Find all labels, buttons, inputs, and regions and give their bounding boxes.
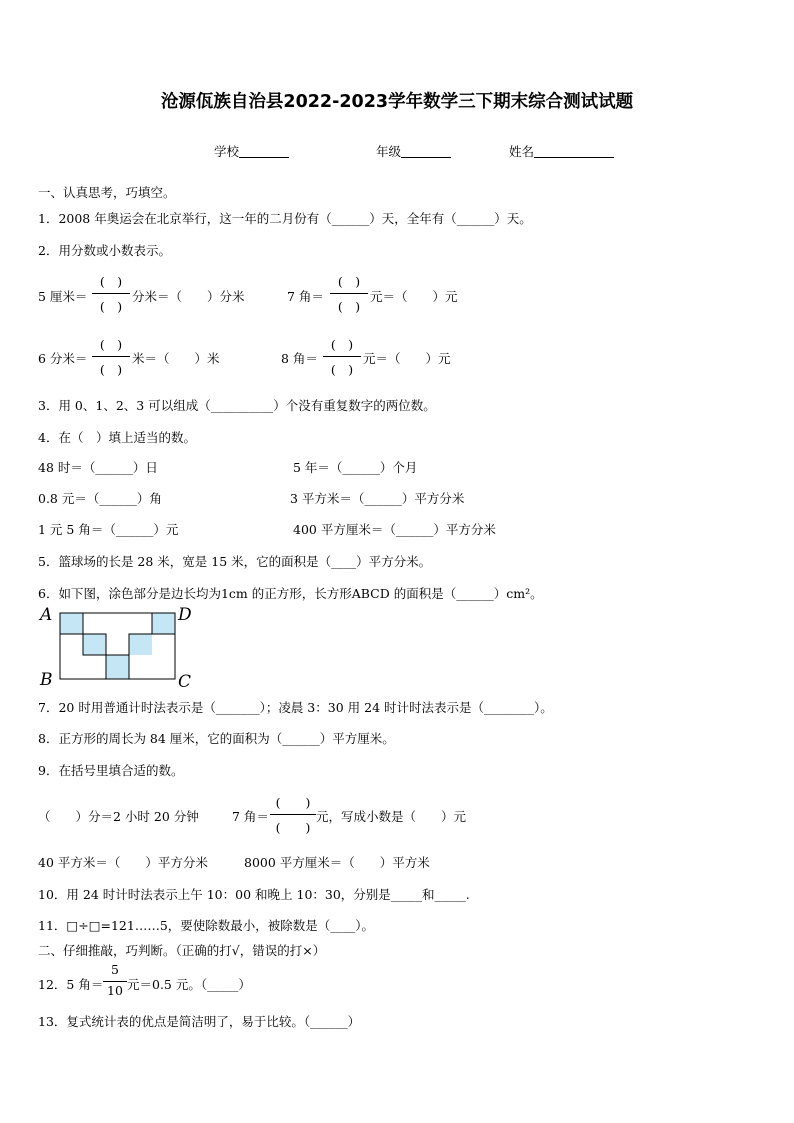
- q9-row1-lead: 7 角＝: [232, 809, 269, 824]
- q9-row1-tail: 元，写成小数是（ ）元: [316, 809, 467, 824]
- denominator-blank[interactable]: ( ): [99, 299, 123, 314]
- fraction-bar: [323, 356, 361, 357]
- q4-item: 48 时＝（______）日: [38, 460, 158, 475]
- label-a: A: [40, 605, 53, 625]
- question-9: 9．在括号里填合适的数。: [38, 763, 184, 778]
- school-field[interactable]: [214, 142, 289, 160]
- q2-row1-lead2: 7 角＝: [287, 289, 324, 304]
- q2-row1-tail: 元＝（ ）元: [370, 289, 458, 304]
- name-label: 姓名: [509, 144, 535, 159]
- q9-row2-right: 8000 平方厘米＝（ ）平方米: [244, 855, 430, 870]
- question-3: 3．用 0、1、2、3 可以组成（__________）个没有重复数字的两位数。: [38, 398, 436, 413]
- q2-row1-mid: 分米＝（ ）分米: [132, 289, 245, 304]
- denominator-blank[interactable]: ( ): [330, 362, 354, 377]
- question-6: 6．如下图，涂色部分是边长均为1cm 的正方形，长方形ABCD 的面积是（______）cm²。: [38, 586, 543, 601]
- q9-row1-left: （ ）分＝2 小时 20 分钟: [38, 809, 199, 824]
- label-c: C: [178, 672, 192, 689]
- q2-row1-lead: 5 厘米＝: [38, 289, 88, 304]
- section-heading-2: 二、仔细推敲，巧判断。（正确的打√，错误的打×）: [38, 943, 326, 958]
- fraction-blank[interactable]: [270, 791, 316, 837]
- question-1: 1．2008 年奥运会在北京举行，这一年的二月份有（______）天，全年有（______）天。: [38, 211, 532, 226]
- q4-item: 1 元 5 角＝（______）元: [38, 522, 179, 537]
- fraction-blank[interactable]: [92, 270, 130, 316]
- fraction-blank[interactable]: [330, 270, 368, 316]
- question-5: 5．篮球场的长是 28 米，宽是 15 米，它的面积是（____）平方分米。: [38, 554, 432, 569]
- q4-item: 3 平方米＝（______）平方分米: [290, 491, 465, 506]
- shaded-square: [152, 613, 175, 634]
- numerator-blank[interactable]: ( ): [330, 337, 354, 352]
- numerator: 5: [111, 962, 119, 977]
- shaded-square: [83, 634, 106, 655]
- shaded-square: [106, 655, 129, 679]
- label-d: D: [178, 605, 192, 625]
- name-field[interactable]: [509, 142, 614, 160]
- numerator-blank[interactable]: ( ): [99, 337, 123, 352]
- denominator-blank[interactable]: ( ): [275, 820, 311, 835]
- question-10: 10．用 24 时计时法表示上午 10：00 和晚上 10：30，分别是_____和_____.: [38, 887, 470, 902]
- page-title: 沧源佤族自治县2022-2023学年数学三下期末综合测试试题: [160, 92, 634, 112]
- question-7: 7．20 时用普通计时法表示是（_______）；凌晨 3：30 用 24 时计时法表示是（________）。: [38, 700, 553, 715]
- fraction-five-tenths: [103, 962, 127, 1002]
- q12-tail: 元＝0.5 元。（_____）: [127, 977, 251, 992]
- question-8: 8．正方形的周长为 84 厘米，它的面积为（______）平方厘米。: [38, 731, 395, 746]
- fraction-bar: [330, 293, 368, 294]
- q2-row2-mid: 米＝（ ）米: [132, 351, 220, 366]
- fraction-blank[interactable]: [323, 333, 361, 379]
- numerator-blank[interactable]: ( ): [275, 795, 311, 810]
- q12-lead: 12．5 角＝: [38, 977, 104, 992]
- fraction-blank[interactable]: [92, 333, 130, 379]
- school-label: 学校: [214, 144, 240, 159]
- q4-item: 400 平方厘米＝（______）平方分米: [293, 522, 496, 537]
- question-4: 4．在（ ）填上适当的数。: [38, 430, 196, 445]
- fraction-bar: [103, 981, 127, 982]
- q9-row2-left: 40 平方米＝（ ）平方分米: [38, 855, 208, 870]
- grade-field[interactable]: [376, 142, 451, 160]
- question-13: 13．复式统计表的优点是简洁明了，易于比较。（______）: [38, 1014, 361, 1029]
- fraction-bar: [92, 356, 130, 357]
- q2-row2-lead2: 8 角＝: [281, 351, 318, 366]
- numerator-blank[interactable]: ( ): [337, 274, 361, 289]
- fraction-bar: [92, 293, 130, 294]
- denominator-blank[interactable]: ( ): [337, 299, 361, 314]
- question-11: 11．□÷□=121……5，要使除数最小，被除数是（____）。: [38, 918, 375, 933]
- q2-row2-lead: 6 分米＝: [38, 351, 88, 366]
- numerator-blank[interactable]: ( ): [99, 274, 123, 289]
- denominator-blank[interactable]: ( ): [99, 362, 123, 377]
- fraction-bar: [270, 814, 316, 815]
- q4-item: 5 年＝（______）个月: [293, 460, 418, 475]
- rectangle-abcd-figure: [36, 603, 206, 689]
- question-2: 2．用分数或小数表示。: [38, 243, 171, 258]
- label-b: B: [40, 670, 53, 689]
- denominator: 10: [107, 983, 123, 998]
- q4-item: 0.8 元＝（______）角: [38, 491, 162, 506]
- shaded-square: [129, 634, 152, 655]
- section-heading-1: 一、认真思考，巧填空。: [38, 185, 176, 200]
- q2-row2-tail: 元＝（ ）元: [363, 351, 451, 366]
- shaded-square: [60, 613, 83, 634]
- grade-label: 年级: [376, 144, 402, 159]
